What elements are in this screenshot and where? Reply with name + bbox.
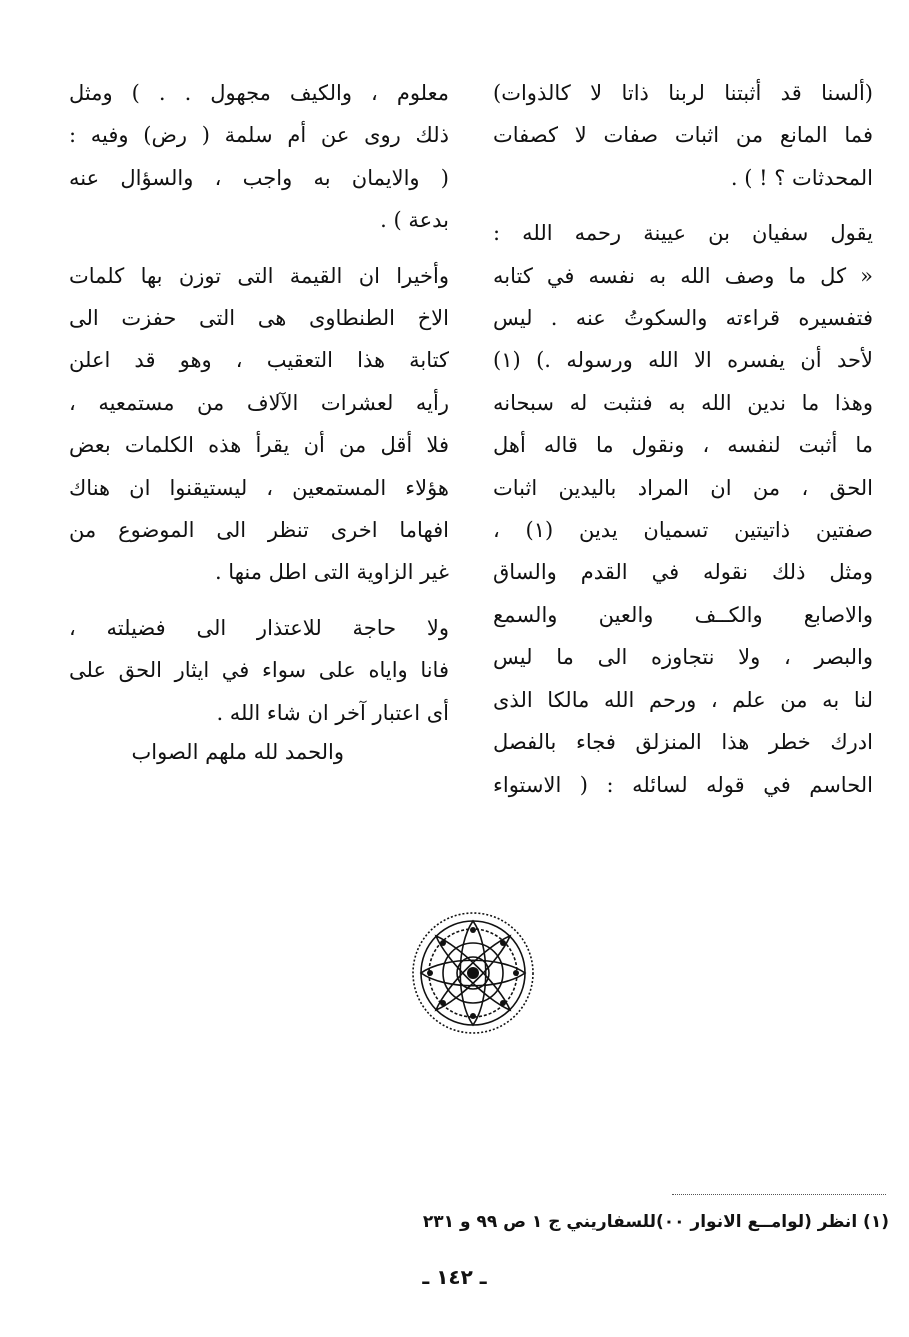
- text-line: صفتين ذاتيتين تسميان يدين (١) ،: [493, 518, 873, 543]
- text-line: هؤلاء المستمعين ، ليستيقنوا ان هناك: [69, 475, 449, 500]
- text-line: ولا حاجة للاعتذار الى فضيلته ،: [69, 615, 449, 640]
- text-line: معلوم ، والكيف مجهول . . ) ومثل: [69, 81, 449, 105]
- text-line: ومثل ذلك نقوله في القدم والساق: [493, 560, 873, 585]
- text-line: وأخيرا ان القيمة التى توزن بها كلمات: [69, 263, 449, 288]
- text-line: ذلك روى عن أم سلمة ( رض) وفيه :: [69, 123, 449, 148]
- text-line: والبصر ، ولا نتجاوزه الى ما ليس: [493, 645, 873, 670]
- text-line: ادرك خطر هذا المنزلق فجاء بالفصل: [493, 730, 873, 755]
- left-paragraph-3: [69, 607, 449, 734]
- right-paragraph-2: [493, 212, 873, 382]
- footnote-divider: [672, 1194, 886, 1195]
- text-line: الاخ الطنطاوى هى التى حفزت الى: [69, 306, 449, 331]
- text-line: ما أثبت لنفسه ، ونقول ما قاله أهل: [493, 433, 873, 458]
- text-line: ( والايمان به واجب ، والسؤال عنه: [69, 165, 449, 190]
- text-line: (ألسنا قد أثبتنا لربنا ذاتا لا كالذوات): [493, 81, 873, 105]
- text-line: لنا به من علم ، ورحم الله مالكا الذى: [493, 687, 873, 712]
- text-line: كتابة هذا التعقيب ، وهو قد اعلن: [69, 348, 449, 373]
- right-column: [493, 72, 873, 806]
- text-line: والاصابع والكــف والعين والسمع: [493, 602, 873, 627]
- text-line: لأحد أن يفسره الا الله ورسوله .) (١): [493, 348, 873, 373]
- text-line: فتفسيره قراءته والسكوتُ عنه . ليس: [493, 306, 873, 331]
- text-line: رأيه لعشرات الآلاف من مستمعيه ،: [69, 390, 449, 415]
- left-paragraph-1: [69, 72, 449, 242]
- text-line: بدعة ) .: [380, 208, 449, 233]
- left-paragraph-2: [69, 255, 449, 594]
- circular-arabesque-ornament-icon: [410, 910, 536, 1036]
- footnote: (١) انظر (لوامــع الانوار ٠٠)للسفاريني ج ١ ص ٩٩ و ٢٣١: [422, 1212, 889, 1232]
- text-line: « كل ما وصف الله به نفسه في كتابه: [493, 263, 873, 288]
- page-number: ـ ١٤٢ ـ: [422, 1265, 487, 1289]
- right-paragraph-3: [493, 382, 873, 806]
- text-line: الحق ، من ان المراد باليدين اثبات: [493, 475, 873, 500]
- text-line: الحاسم في قوله لسائله : ( الاستواء: [493, 772, 873, 797]
- text-line: فما المانع من اثبات صفات لا كصفات: [493, 123, 873, 148]
- text-line: فلا أقل من أن يقرأ هذه الكلمات بعض: [69, 433, 449, 458]
- closing-line: والحمد لله ملهم الصواب: [131, 740, 344, 764]
- text-line: المحدثات ؟ ! ) .: [730, 165, 873, 190]
- text-line: أى اعتبار آخر ان شاء الله .: [216, 700, 449, 725]
- right-paragraph-1: [493, 72, 873, 199]
- text-line: وهذا ما ندين الله به فنثبت له سبحانه: [493, 390, 873, 415]
- text-line: فانا واياه على سواء في ايثار الحق على: [69, 658, 449, 683]
- text-line: افهاما اخرى تنظر الى الموضوع من: [69, 518, 449, 543]
- left-column: [69, 72, 449, 734]
- text-line: غير الزاوية التى اطل منها .: [214, 560, 449, 585]
- text-line: يقول سفيان بن عيينة رحمه الله :: [493, 221, 873, 246]
